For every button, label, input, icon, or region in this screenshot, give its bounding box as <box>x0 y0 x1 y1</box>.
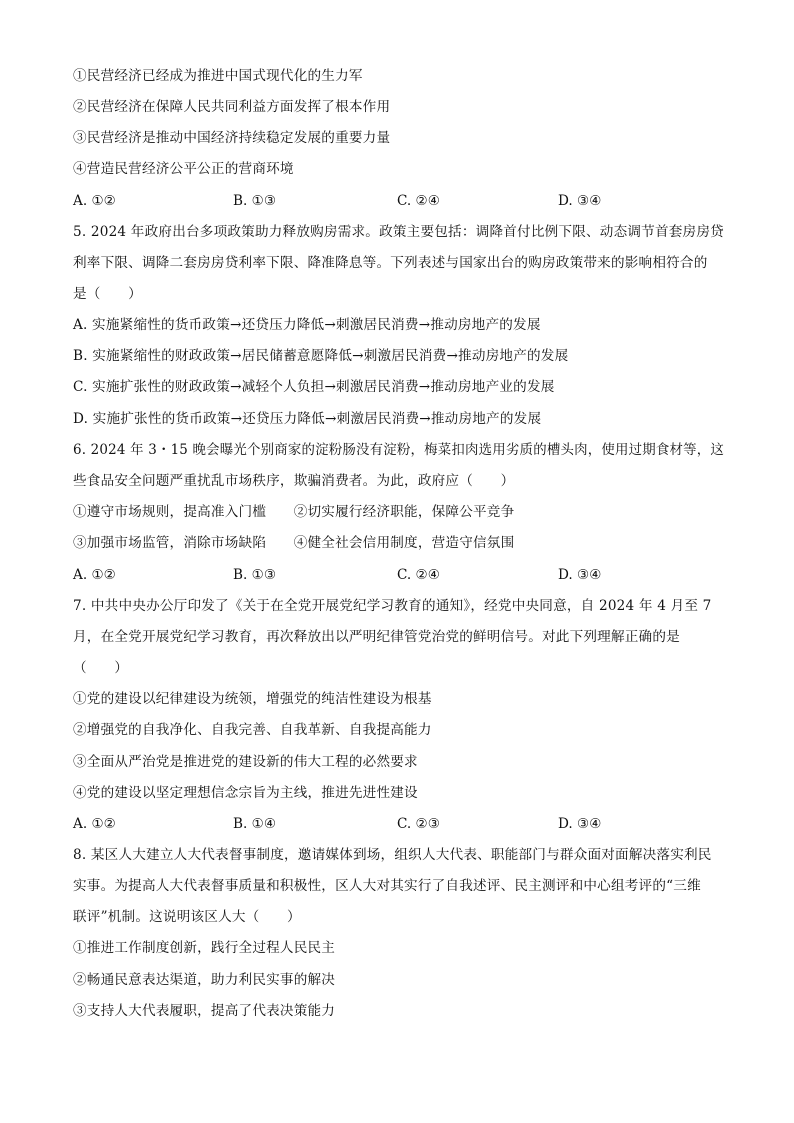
q5-choice-d: D. 实施扩张性的货币政策→还贷压力降低→刺激居民消费→推动房地产的发展 <box>73 411 542 427</box>
q5-choice-c: C. 实施扩张性的财政政策→减轻个人负担→刺激居民消费→推动房地产业的发展 <box>73 379 555 395</box>
q4-item-1: ①民营经济已经成为推进中国式现代化的生力军 <box>73 68 363 84</box>
q7-option-b: B. ①④ <box>233 816 277 832</box>
q5-choice-b: B. 实施紧缩性的财政政策→居民储蓄意愿降低→刺激居民消费→推动房地产的发展 <box>73 348 569 364</box>
q6-stem-line-2: 些食品安全问题严重扰乱市场秩序，欺骗消费者。为此，政府应（ ） <box>73 473 515 489</box>
q7-stem-line-3: （ ） <box>73 660 129 676</box>
q7-item-1: ①党的建设以纪律建设为统领，增强党的纯洁性建设为根基 <box>73 691 432 707</box>
q4-option-d: D. ③④ <box>558 193 602 209</box>
q5-stem-line-2: 利率下限、调降二套房房贷利率下限、降准降息等。下列表述与国家出台的购房政策带来的影响相符合的 <box>73 255 708 271</box>
q6-items-line-1: ①遵守市场规则，提高准入门槛 ②切实履行经济职能，保障公平竞争 <box>73 504 515 520</box>
q6-option-a: A. ①② <box>73 567 116 583</box>
q7-option-a: A. ①② <box>73 816 116 832</box>
q7-option-c: C. ②③ <box>397 816 440 832</box>
q6-option-b: B. ①③ <box>233 567 277 583</box>
q7-item-2: ②增强党的自我净化、自我完善、自我革新、自我提高能力 <box>73 722 432 738</box>
q4-option-c: C. ②④ <box>397 193 440 209</box>
q7-stem-line-1: 7. 中共中央办公厅印发了《关于在全党开展党纪学习教育的通知》，经党中央同意，自 2024 年 4 月至 7 <box>73 598 712 614</box>
q4-item-3: ③民营经济是推动中国经济持续稳定发展的重要力量 <box>73 130 391 146</box>
q4-item-2: ②民营经济在保障人民共同利益方面发挥了根本作用 <box>73 99 391 115</box>
q8-stem-line-3: 联评”机制。这说明该区人大（ ） <box>73 909 301 925</box>
q7-item-4: ④党的建设以坚定理想信念宗旨为主线，推进先进性建设 <box>73 785 418 801</box>
q8-stem-line-2: 实事。为提高人大代表督事质量和积极性，区人大对其实行了自我述评、民主测评和中心组考评的“三维 <box>73 878 701 894</box>
q8-item-2: ②畅通民意表达渠道，助力利民实事的解决 <box>73 972 336 988</box>
q6-items-line-2: ③加强市场监管，消除市场缺陷 ④健全社会信用制度，营造守信氛围 <box>73 535 515 551</box>
q8-item-3: ③支持人大代表履职，提高了代表决策能力 <box>73 1003 336 1019</box>
q7-stem-line-2: 月，在全党开展党纪学习教育，再次释放出以严明纪律管党治党的鲜明信号。对此下列理解正确的是 <box>73 629 680 645</box>
q8-item-1: ①推进工作制度创新，践行全过程人民民主 <box>73 940 336 956</box>
q6-option-d: D. ③④ <box>558 567 602 583</box>
q5-choice-a: A. 实施紧缩性的货币政策→还贷压力降低→刺激居民消费→推动房地产的发展 <box>73 317 541 333</box>
q4-option-b: B. ①③ <box>233 193 277 209</box>
q6-stem-line-1: 6. 2024 年 3・15 晚会曝光个别商家的淀粉肠没有淀粉，梅菜扣肉选用劣质的槽头肉，使用过期食材等，这 <box>73 442 724 458</box>
q8-stem-line-1: 8. 某区人大建立人大代表督事制度，邀请媒体到场，组织人大代表、职能部门与群众面对面解决落实利民 <box>73 847 712 863</box>
q5-stem-line-1: 5. 2024 年政府出台多项政策助力释放购房需求。政策主要包括：调降首付比例下限、动态调节首套房房贷 <box>73 224 724 240</box>
q4-option-a: A. ①② <box>73 193 116 209</box>
q4-item-4: ④营造民营经济公平公正的营商环境 <box>73 161 294 177</box>
q7-option-d: D. ③④ <box>558 816 602 832</box>
q7-item-3: ③全面从严治党是推进党的建设新的伟大工程的必然要求 <box>73 754 418 770</box>
q5-stem-line-3: 是（ ） <box>73 286 142 302</box>
q6-option-c: C. ②④ <box>397 567 440 583</box>
